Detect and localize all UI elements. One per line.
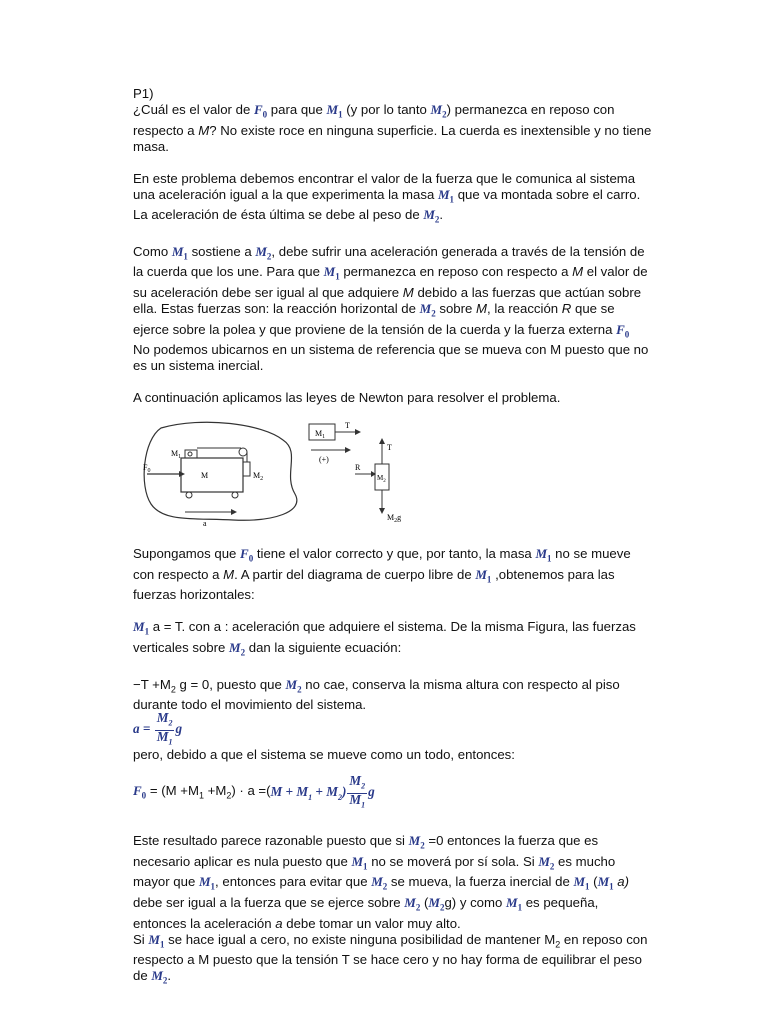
label-m2: $M_2$ xyxy=(253,471,264,483)
diagram-svg xyxy=(133,414,653,534)
symbol-f0: $F_0$ xyxy=(253,102,268,120)
symbol-f0: $F_0$ xyxy=(133,782,147,801)
label-plus: (+) xyxy=(319,455,329,465)
label-m: M xyxy=(201,471,209,481)
label-a: a xyxy=(203,519,207,529)
symbol-m2: $M_2$ xyxy=(404,894,421,913)
symbol-m1: $M_1$ xyxy=(133,619,150,637)
symbol-m1: $M_1$ xyxy=(437,186,455,205)
paragraph-forces: Como $M_1$ sostiene a $M_2$, debe sufrir una aceleración generada a través de la tensión de la cuerda que los une. Para que $M_1$ permanezca en reposo con respecto a M el valor de su aceleración debe ser igual al que adquiere M debido a las fuerzas que actúan sobre ella. Estas fuerzas son: la reacción horizontal de $M_2$ sobre M, la reacción R que se ejerce sobre la polea y que proviene de la tensión de la cuerda y la fuerza externa $F_0$ xyxy=(133,243,648,340)
label-fb-m1: $M_1$ xyxy=(315,429,326,441)
symbol-m2: $M_2$ xyxy=(229,639,246,658)
symbol-m2: $M_2$ xyxy=(408,833,425,851)
label-m1: $M_1$ xyxy=(171,449,182,461)
label-fb-m2: $M_2$ xyxy=(377,474,386,485)
symbol-m2: $M_2$ xyxy=(371,874,388,892)
symbol-m1: $M_1$ xyxy=(323,264,340,282)
symbol-m1: $M_1$ xyxy=(597,874,614,892)
symbol-m1: $M_1$ xyxy=(326,102,343,120)
paragraph-intro: En este problema debemos encontrar el valor de la fuerza que le comunica al sistema una aceleración igual a la que experimenta la masa $M_1$ que va montada sobre el carro. La aceleración de ésta última se debe al peso de $M_2$. xyxy=(133,170,641,225)
paragraph-question: ¿Cuál es el valor de $F_0$ para que $M_1$ (y por lo tanto $M_2$) permanezca en reposo con respecto a M? No existe roce en ninguna superficie. La cuerda es inextensible y no tiene masa. xyxy=(133,102,652,154)
symbol-m1: $M_1$ xyxy=(198,874,216,892)
symbol-m2: $M_2$ xyxy=(538,853,555,872)
paragraph-newton: A continuación aplicamos las leyes de Newton para resolver el problema. xyxy=(133,390,561,406)
symbol-m1: $M_1$ xyxy=(171,243,188,262)
paragraph-whole-system: pero, debido a que el sistema se mueve como un todo, entonces: xyxy=(133,747,515,763)
label-m2g: $M_2g$ xyxy=(387,513,402,525)
label-r: R xyxy=(355,463,361,473)
label-f0: $F_0$ xyxy=(143,463,151,475)
symbol-m2: $M_2$ xyxy=(430,102,447,120)
paragraph-conclusion: Si $M_1$ se hace igual a cero, no existe ninguna posibilidad de mantener $M_2$ en reposo con respecto a M puesto que la tensión T se hace cero y no hay forma de equilibrar el peso de $M_2$. xyxy=(133,931,648,986)
symbol-m2: $M_2$ xyxy=(428,894,445,913)
paragraph-vertical: $-T +M_2$ g = 0, puesto que $M_2$ no cae, conserva la misma altura con respecto al piso durante todo el movimiento del sistema. xyxy=(133,676,620,713)
symbol-m2: $M_2$ xyxy=(419,300,436,319)
paragraph-discussion: Este resultado parece razonable puesto que si $M_2 =0$ entonces la fuerza que es necesario aplicar es nula puesto que $M_1$ no se moverá por sí sola. Si $M_2$ es mucho mayor que $M_1$, entonces para evitar que $M_2$ se mueva, la fuerza inercial de $M_1$ ($M_1$ a) debe ser igual a la fuerza que se ejerce sobre $M_2$ $(M_2g)$ y como $M_1$ es pequeña, entonces la aceleración a debe tomar un valor muy alto. xyxy=(133,833,630,931)
label-t-m2: T xyxy=(387,443,392,453)
symbol-f0: $F_0$ xyxy=(616,321,630,340)
problem-heading: P1) xyxy=(133,86,154,101)
paragraph-horizontal: $M_1$ a = T. con a : aceleración que adquiere el sistema. De la misma Figura, las fuerzas verticales sobre $M_2$ dan la siguiente ecuación: xyxy=(133,619,636,658)
paragraph-reference-frame: No podemos ubicarnos en un sistema de referencia que se mueva con M puesto que no es un sistema inercial. xyxy=(133,342,649,374)
symbol-m2: $M_2$ xyxy=(255,243,272,262)
symbol-m1: $M_1$ xyxy=(573,874,590,892)
symbol-m1: $M_1$ xyxy=(506,894,523,913)
free-body-diagram xyxy=(133,414,653,534)
equation-force: $F_0$ = $(M +M_1 +M_2) \cdot a$ =( $M + M_1 + M_2$) $\frac{M_2}{M_1}$ g xyxy=(133,773,375,810)
symbol-m2: $M_2$ xyxy=(151,968,168,986)
symbol-m1: $M_1$ xyxy=(475,566,492,585)
symbol-m1: $M_1$ xyxy=(148,931,165,950)
symbol-m2: $M_2$ xyxy=(423,207,440,225)
symbol-m2: $M_2$ xyxy=(285,676,302,695)
symbol-m1: $M_1$ xyxy=(351,853,368,872)
document-page xyxy=(133,86,653,989)
paragraph-suppose: Supongamos que $F_0$ tiene el valor correcto y que, por tanto, la masa $M_1$ no se mueve con respecto a M. A partir del diagrama de cuerpo libre de $M_1$ ,obtenemos para las fuerzas horizontales: xyxy=(133,546,631,603)
equation-acceleration: a = $\frac{M_2}{M_1}$ g xyxy=(133,710,183,747)
label-t-m1: T xyxy=(345,421,350,431)
symbol-m1: $M_1$ xyxy=(535,546,552,564)
symbol-f0: $F_0$ xyxy=(240,546,254,564)
